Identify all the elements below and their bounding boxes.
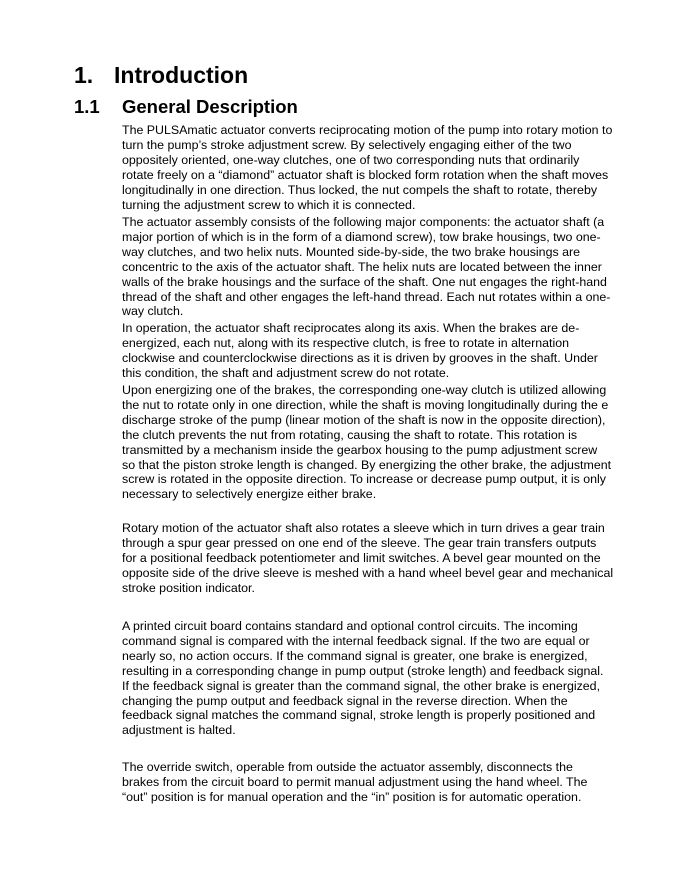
text-line: oppositely oriented, one-way clutches, one of two corresponding nuts that ordinarily: [122, 152, 580, 167]
text-line: for a positional feedback potentiometer and limit switches. A bevel gear mounted on the: [122, 550, 601, 565]
paragraph: [122, 619, 614, 738]
paragraph: [122, 215, 614, 319]
text-line: stroke position indicator.: [122, 580, 255, 595]
text-line: command signal is compared with the internal feedback signal. If the two are equal or: [122, 633, 590, 648]
text-line: Rotary motion of the actuator shaft also rotates a sleeve which in turn drives a gear train: [122, 521, 605, 535]
text-line: Upon energizing one of the brakes, the corresponding one-way clutch is utilized allowing: [122, 383, 607, 397]
text-line: major portion of which is in the form of a diamond screw), tow brake housings, two one-: [122, 229, 601, 244]
text-line: opposite side of the drive sleeve is meshed with a hand wheel bevel gear and mechanical: [122, 565, 614, 580]
text-line: transmitted by a mechanism inside the gearbox housing to the pump adjustment screw: [122, 442, 598, 457]
text-line: rotate freely on a “diamond” actuator shaft is blocked form rotation when the shaft moves: [122, 167, 609, 182]
text-line: The PULSAmatic actuator converts reciprocating motion of the pump into rotary motion to: [122, 123, 613, 137]
text-line: the clutch prevents the nut from rotating, causing the shaft to rotate. This rotation is: [122, 427, 578, 442]
text-line: resulting in a corresponding change in pump output (stroke length) and feedback signal.: [122, 663, 604, 678]
subsection-number: 1.1: [74, 96, 100, 117]
text-line: screw is rotated in the opposite direction. To increase or decrease pump output, it is only: [122, 472, 606, 487]
text-line: adjustment is halted.: [122, 723, 236, 738]
section-number: 1.: [74, 62, 94, 88]
section-heading: [74, 62, 248, 89]
text-line: A printed circuit board contains standard and optional control circuits. The incoming: [122, 619, 578, 633]
paragraph: [122, 521, 614, 596]
text-line: thread of the shaft and other engages the left-hand thread. Each nut rotates within a one-: [122, 289, 611, 304]
section-title: Introduction: [114, 62, 249, 88]
text-line: through a spur gear pressed on one end of the sleeve. The gear train transfers outputs: [122, 535, 597, 550]
text-line: turn the pump’s stroke adjustment screw. By selectively engaging either of the two: [122, 137, 572, 152]
paragraph: [122, 760, 614, 805]
text-line: If the feedback signal is greater than the command signal, the other brake is energized,: [122, 678, 601, 693]
text-line: way clutch.: [122, 304, 184, 319]
text-line: clockwise and counterclockwise directions as it is driven by grooves in the shaft. Under: [122, 350, 598, 365]
subsection-heading: [74, 96, 298, 118]
text-line: changing the pump output and feedback signal in the reverse direction. When the: [122, 693, 568, 708]
text-line: feedback signal matches the command signal, stroke length is properly positioned and: [122, 708, 596, 723]
text-line: “out” position is for manual operation and the “in” position is for automatic operation.: [122, 789, 582, 804]
text-line: necessary to selectively energize either brake.: [122, 487, 377, 502]
text-line: brakes from the circuit board to permit manual adjustment using the hand wheel. The: [122, 774, 588, 789]
text-line: the nut to rotate only in one direction, while the shaft is moving longitudinally during the e: [122, 397, 609, 412]
text-line: In operation, the actuator shaft reciprocates along its axis. When the brakes are de-: [122, 321, 580, 335]
text-line: longitudinally in one direction. Thus locked, the nut compels the shaft to rotate, thereby: [122, 182, 598, 197]
text-line: The actuator assembly consists of the following major components: the actuator shaft (a: [122, 215, 605, 229]
paragraph: [122, 321, 614, 381]
text-line: nearly so, no action occurs. If the command signal is greater, one brake is energized,: [122, 648, 588, 663]
text-line: concentric to the axis of the actuator shaft. The helix nuts are located between the inner: [122, 259, 602, 274]
text-line: this condition, the shaft and adjustment screw do not rotate.: [122, 365, 450, 380]
paragraph: [122, 383, 614, 502]
subsection-title: General Description: [122, 96, 298, 117]
text-line: so that the piston stroke length is changed. By energizing the other brake, the adjustment: [122, 457, 612, 472]
text-line: way clutches, and two helix nuts. Mounted side-by-side, the two brake housings are: [122, 244, 581, 259]
text-line: turning the adjustment screw to which it is connected.: [122, 197, 416, 212]
text-line: energized, each nut, along with its respective clutch, is free to rotate in alternation: [122, 335, 570, 350]
text-line: The override switch, operable from outside the actuator assembly, disconnects the: [122, 760, 573, 774]
text-line: walls of the brake housings and the surface of the shaft. One nut engages the right-hand: [122, 274, 607, 289]
paragraph: [122, 123, 614, 212]
text-line: discharge stroke of the pump (linear motion of the shaft is now in the opposite direction),: [122, 412, 606, 427]
